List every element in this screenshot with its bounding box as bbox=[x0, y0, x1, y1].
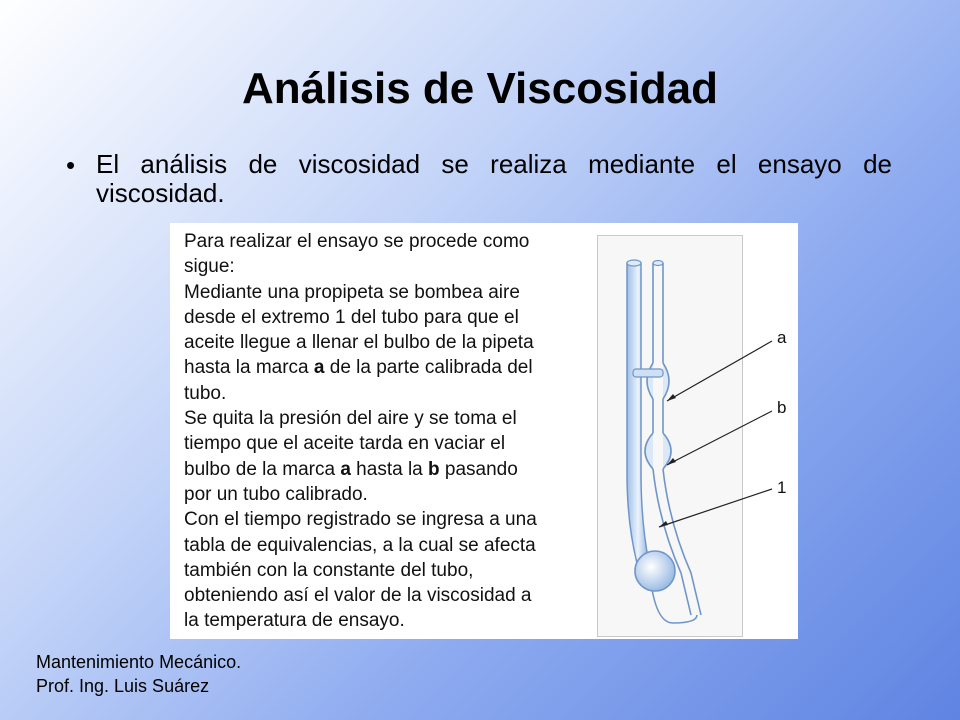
procedure-line: la temperatura de ensayo. bbox=[184, 610, 405, 632]
procedure-line: por un tubo calibrado. bbox=[184, 483, 368, 505]
arrowhead-a bbox=[667, 394, 676, 401]
procedure-line: aceite llegue a llenar el bulbo de la pipeta bbox=[184, 332, 534, 354]
mark-b-bold: b bbox=[428, 458, 440, 480]
footer-course: Mantenimiento Mecánico. bbox=[36, 652, 242, 672]
procedure-line: sigue: bbox=[184, 256, 235, 278]
viscometer-tube-illustration bbox=[597, 223, 797, 639]
viscometer-left-tube bbox=[627, 260, 649, 563]
mark-a-bold: a bbox=[313, 357, 325, 379]
procedure-line: obteniendo así el valor de la viscosidad a bbox=[184, 585, 532, 607]
mark-a-bold: a bbox=[340, 458, 351, 480]
viscometer-lower-bulb bbox=[635, 551, 675, 591]
pointer-a bbox=[667, 341, 772, 401]
pointer-1 bbox=[659, 489, 772, 527]
label-b: b bbox=[777, 398, 787, 417]
bullet-item bbox=[66, 150, 892, 208]
footer-credits bbox=[36, 650, 241, 698]
viscometer-bridge bbox=[633, 369, 663, 377]
procedure-line: también con la constante del tubo, bbox=[184, 559, 474, 581]
procedure-line: desde el extremo 1 del tubo para que el bbox=[184, 306, 519, 328]
footer-author: Prof. Ing. Luis Suárez bbox=[36, 676, 210, 696]
label-a: a bbox=[777, 328, 787, 347]
procedure-line: tabla de equivalencias, a la cual se afecta bbox=[184, 534, 536, 556]
procedure-line: tiempo que el aceite tarda en vaciar el bbox=[184, 433, 506, 455]
procedure-line: Mediante una propipeta se bombea aire bbox=[184, 281, 520, 303]
bullet-marker: • bbox=[66, 150, 76, 180]
label-1: 1 bbox=[777, 478, 787, 497]
pointer-b bbox=[667, 411, 772, 465]
slide-title: Análisis de Viscosidad bbox=[241, 64, 719, 113]
procedure-line: Se quita la presión del aire y se toma el bbox=[184, 408, 517, 430]
procedure-line: hasta la marca a de la parte calibrada del bbox=[184, 357, 533, 379]
bullet-text: El análisis de viscosidad se realiza mediante el ensayo de viscosidad. bbox=[96, 149, 892, 208]
procedure-line: tubo. bbox=[184, 382, 227, 404]
procedure-line: Para realizar el ensayo se procede como bbox=[184, 231, 530, 252]
procedure-line: Con el tiempo registrado se ingresa a una bbox=[184, 509, 537, 531]
procedure-paragraph bbox=[184, 229, 594, 634]
procedure-line: bulbo de la marca a hasta la b pasando bbox=[184, 458, 518, 480]
viscosity-figure bbox=[170, 223, 798, 639]
